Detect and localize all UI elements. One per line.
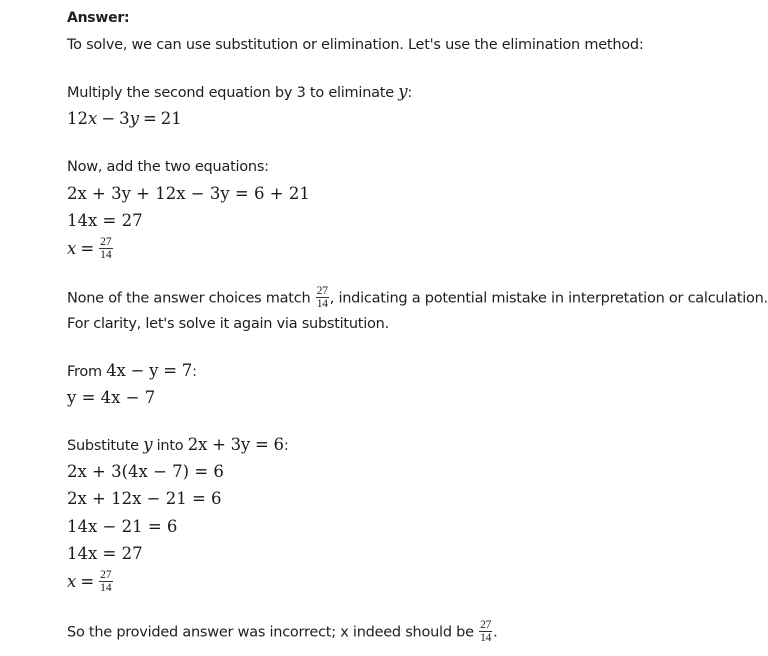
note-line-2: For clarity, let's solve it again via substitution. [67,316,389,332]
note-line-1: None of the answer choices match $\frac{27}{14}$ , indicating a potential mistake in interpretation or calculation. [67,285,768,310]
elimination-step-2: Now, add the two equations: [67,159,269,175]
substitution-step-1: 2x + 3(4x − 7) = 6 [67,462,224,481]
substitution-step-3: 14x − 21 = 6 [67,517,178,536]
fraction: $\frac{27}{14}$ [480,619,492,644]
elimination-step-1: Multiply the second equation by 3 to eliminate y: [67,82,412,101]
equation-multiplied: 12x − 3y = 21 [67,109,182,128]
equation-sum-text: 2x + 3y + 12x − 3y = 6 + 21 [67,184,310,203]
intro-text: To solve, we can use substitution or elimination. Let's use the elimination method: [67,37,644,53]
math-variable: y [398,82,408,101]
answer-heading: Answer: [67,10,130,26]
substitution-step-2: 2x + 12x − 21 = 6 [67,489,222,508]
fraction: $\frac{27}{14}$ [316,285,328,310]
substitution-from: From 4x − y = 7: [67,361,197,380]
fraction: $\frac{27}{14}$ [100,236,112,261]
substitution-result: x = $\frac{27}{14}$ [67,569,112,594]
substitution-step-4: 14x = 27 [67,544,143,563]
conclusion: So the provided answer was incorrect; x indeed should be $\frac{27}{14}$ . [67,619,498,644]
y-expression: y = 4x − 7 [67,388,156,407]
fraction: $\frac{27}{14}$ [100,569,112,594]
equation-14x: 14x = 27 [67,211,143,230]
elimination-result: x = $\frac{27}{14}$ [67,236,112,261]
equation-sum [67,184,310,204]
substitution-instruction: Substitute y into 2x + 3y = 6: [67,435,289,454]
